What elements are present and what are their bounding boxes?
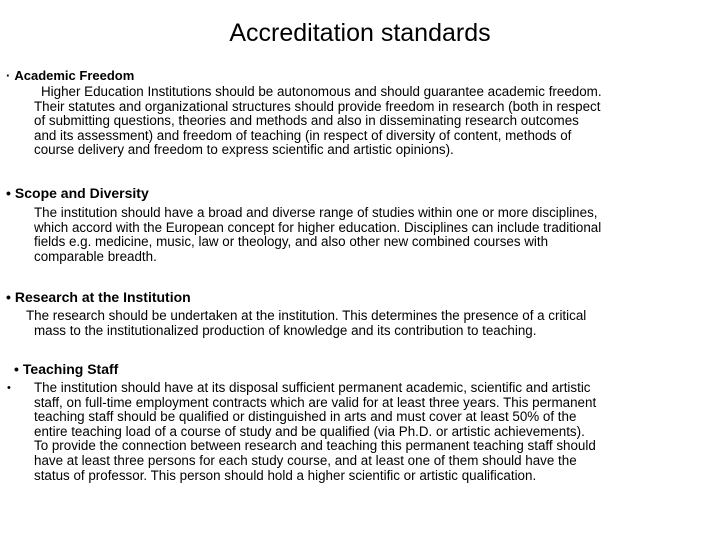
bullet-icon: • [14,361,19,377]
section-body [34,206,601,264]
heading-label: Academic Freedom [14,68,135,83]
section-body [34,381,596,483]
body-line: entire teaching load of a course of study and be qualified (via Ph.D. or artistic achievements). [34,423,585,439]
heading-label: Teaching Staff [22,361,119,377]
body-line: teaching staff should be qualified or distinguished in arts and must cover at least 50% of the [34,409,577,425]
body-line: mass to the institutionalized production of knowledge and its contribution to teaching. [34,322,537,338]
bullet-icon: • [6,289,11,305]
section-body [26,309,586,338]
section-heading [6,185,149,202]
body-line: fields e.g. medicine, music, law or theology, and also other new combined courses with [34,234,549,250]
body-line: The institution should have at its disposal sufficient permanent academic, scientific and artistic [34,380,591,395]
body-line: Their statutes and organizational structures should provide freedom in research (both in respect [34,98,601,114]
body-line: have at least three persons for each study course, and at least one of them should have the [34,452,577,468]
heading-label: Research at the Institution [14,289,191,305]
body-line: which accord with the European concept for higher education. Disciplines can include traditional [34,219,602,235]
bullet-icon: · [6,68,11,83]
section-heading [14,361,118,378]
section-heading [6,289,191,306]
body-line: of submitting questions, theories and methods and also in disseminating research outcomes [34,113,579,129]
body-line: and its assessment) and freedom of teaching (in respect of diversity of content, methods of [34,127,572,143]
slide-title: Accreditation standards [229,19,491,47]
bullet-icon: • [6,185,11,201]
bullet-icon: • [7,382,11,394]
body-line: status of professor. This person should hold a higher scientific or artistic qualification. [34,467,537,483]
body-line: course delivery and freedom to express scientific and artistic opinions). [34,142,454,158]
body-line: comparable breadth. [34,248,157,264]
body-line: staff, on full-time employment contracts which are valid for at least three years. This permanent [34,394,597,410]
body-line: To provide the connection between research and teaching this permanent teaching staff should [34,438,596,454]
section-heading [6,67,134,84]
heading-label: Scope and Diversity [14,185,149,201]
section-body [34,85,602,158]
body-line: Higher Education Institutions should be autonomous and should guarantee academic freedom. [41,84,602,99]
body-line: The research should be undertaken at the institution. This determines the presence of a critical [26,308,587,323]
body-line: The institution should have a broad and diverse range of studies within one or more disciplines, [34,205,598,220]
